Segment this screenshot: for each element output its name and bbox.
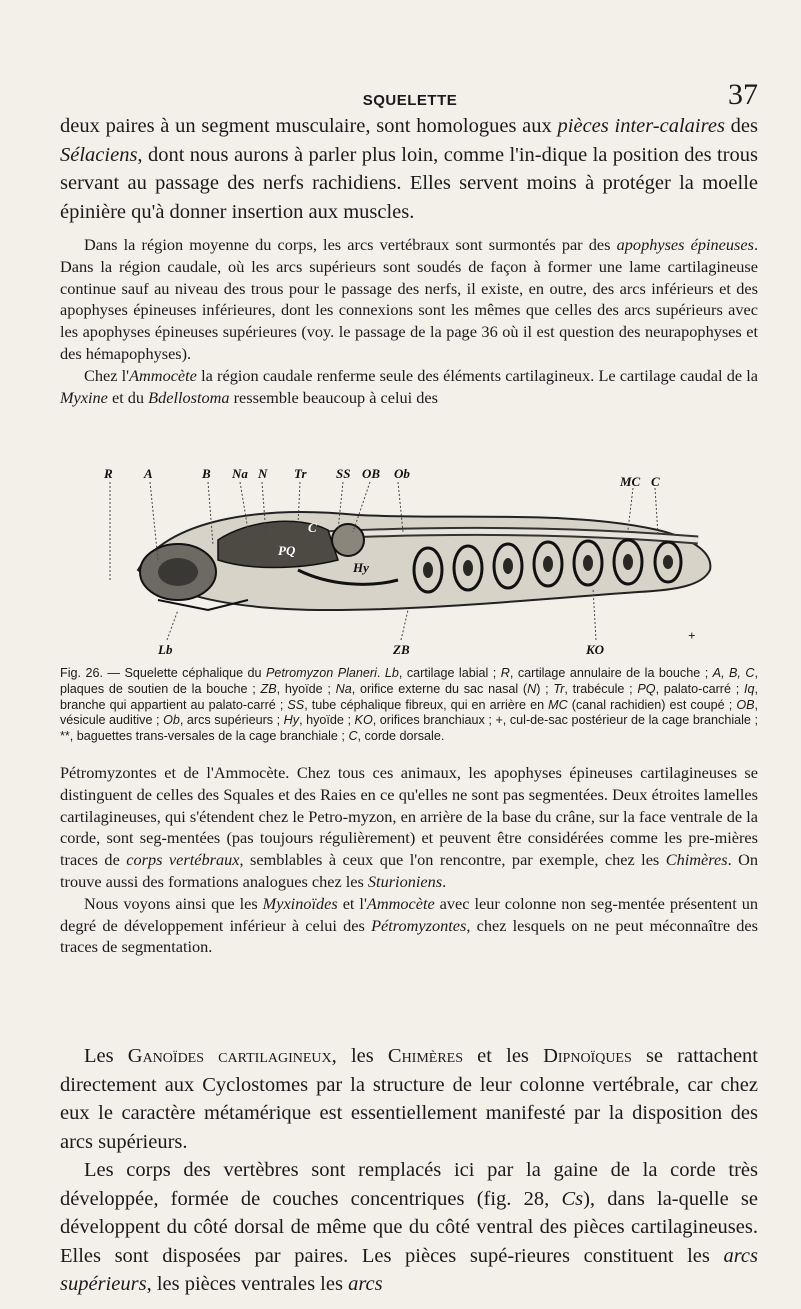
label-C-top: C xyxy=(651,474,660,489)
label-SS: SS xyxy=(336,466,351,481)
page-number: 37 xyxy=(728,78,758,111)
paragraph-5: Nous voyons ainsi que les Myxinoïdes et l'Ammocète avec leur colonne non seg-mentée présentent un degré de développement inférieur à celui des Pétromyzontes, chez lesquels on ne peut méconnaître des traces de segmentation. xyxy=(60,893,758,957)
running-head: SQUELETTE xyxy=(362,92,458,109)
figure-26-skull-illustration xyxy=(98,460,718,660)
label-Ob: Ob xyxy=(394,466,410,481)
label-C-inner: C xyxy=(308,520,317,535)
label-PQ: PQ xyxy=(278,543,296,558)
label-Hy: Hy xyxy=(353,560,369,575)
label-Tr: Tr xyxy=(294,466,307,481)
paragraph-3: Chez l'Ammocète la région caudale renferme seule des éléments cartilagineux. Le cartilage caudal de la Myxine et du Bdellostoma ressemble beaucoup à celui des xyxy=(60,365,759,407)
label-MC: MC xyxy=(620,474,641,489)
label-plus: + xyxy=(688,628,696,643)
label-B: B xyxy=(202,466,211,481)
paragraph-4: Pétromyzontes et de l'Ammocète. Chez tous ces animaux, les apophyses épineuses cartilagineuses se distinguent de celles des Squales et des Raies en ce qu'elles ne sont pas segmentées. Deux étroites lamelles cartilagineuses, qui s'étendent chez le Petro-myzon, en arrière de la base du crâne, sur la face ventrale de la corde, sont seg-mentées (pas toujours régulièrement) et peuvent être considérées comme les pre-mières traces de corps vertébraux, semblables à ceux que l'on rencontre, par exemple, chez les Chimères. On trouve aussi des formations analogues chez les Sturioniens. Nous voyons ainsi que les Myxinoïdes et l'Ammocète avec leur colonne non seg-mentée présentent un degré de développement inférieur à celui des Pétromyzontes, chez lesquels on ne peut méconnaître des traces de segmentation. xyxy=(60,763,759,957)
label-Lb: Lb xyxy=(158,642,173,657)
petromyzon-skull-drawing xyxy=(98,460,718,660)
figure-caption: Fig. 26. — Squelette céphalique du Petromyzon Planeri. Lb, cartilage labial ; R, cartilage annulaire de la bouche ; A, B, C, plaques de soutien de la bouche ; ZB, hyoïde ; Na, orifice externe du sac nasal (N) ; Tr, trabécule ; PQ, palato-carré ; Iq, branche qui appartient au palato-carré ; SS, tube céphalique fibreux, qui en arrière en MC (canal rachidien) est coupé ; OB, vésicule auditive ; Ob, arcs supérieurs ; Hy, hyoïde ; KO, orifices branchiaux ; +, cul-de-sac postérieur de la cage branchiale ; **, baguettes trans-versales de la cage branchiale ; C, corde dorsale. xyxy=(60,666,759,744)
paragraph-1: deux paires à un segment musculaire, sont homologues aux pièces inter-calaires des Sélaciens, dont nous aurons à parler plus loin, comme l'in-dique la position des trous servant au passage des nerfs rachidiens. Elles servent moins à protéger la moelle épinière qu'à donner insertion aux muscles. xyxy=(60,115,758,223)
paragraph-2: Dans la région moyenne du corps, les arcs vertébraux sont surmontés par des apophyses épineuses. Dans la région caudale, où les arcs supérieurs sont soudés de façon à former une lame cartilagineuse continue sauf au niveau des trous pour le passage des nerfs, il existe, en outre, des arcs inférieurs et des apophyses épineuses inférieures, dont les connexions sont les mêmes que celles des arcs supérieurs avec les apophyses épineuses supérieures (voy. le passage de la page 36 où il est question des neurapophyses et des hémapophyses). Chez l'Ammocète la région caudale renferme seule des éléments cartilagineux. Le cartilage caudal de la Myxine et du Bdellostoma ressemble beaucoup à celui des xyxy=(60,235,759,407)
label-A: A xyxy=(144,466,153,481)
label-N: N xyxy=(258,466,268,481)
label-ZB: ZB xyxy=(393,642,410,657)
paragraph-7: Les corps des vertèbres sont remplacés ici par la gaine de la corde très développée, formée de couches concentriques (fig. 28, Cs), dans la-quelle se développent du côté dorsal de même que du côté ventral des pièces cartilagineuses. Elles sont disposées par paires. Les pièces supé-rieures constituent les arcs supérieurs, les pièces ventrales les arcs xyxy=(60,1159,758,1295)
label-OB: OB xyxy=(362,466,381,481)
label-KO: KO xyxy=(586,642,605,657)
label-Na: Na xyxy=(232,466,248,481)
label-R: R xyxy=(104,466,113,481)
paragraph-6: Les Ganoïdes cartilagineux, les Chimères et les Dipnoïques se rattachent directement aux Cyclostomes par la structure de leur colonne vertébrale, car chez eux le caractère métamérique est essentiellement manifesté par la disposition des arcs supérieurs. Les corps des vertèbres sont remplacés ici par la gaine de la corde très développée, formée de couches concentriques (fig. 28, Cs), dans la-quelle se développent du côté dorsal de même que du côté ventral des pièces cartilagineuses. Elles sont disposées par paires. Les pièces supé-rieures constituent les arcs supérieurs, les pièces ventrales les arcs xyxy=(60,1042,758,1299)
